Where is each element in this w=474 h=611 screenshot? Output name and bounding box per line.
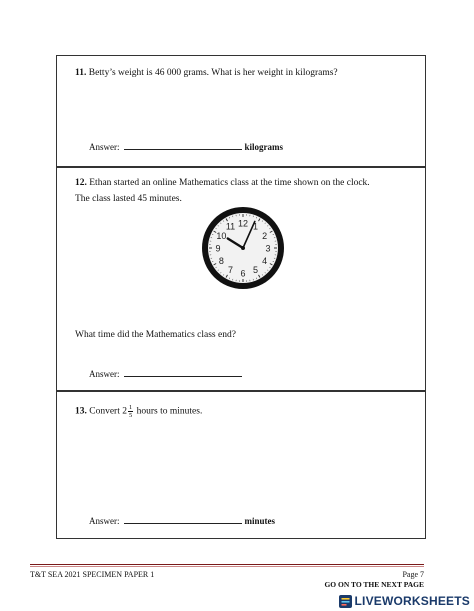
answer-unit: minutes bbox=[244, 516, 276, 526]
question-11-box bbox=[56, 55, 426, 167]
clock-number: 8 bbox=[218, 255, 224, 266]
question-text-line2: The class lasted 45 minutes. bbox=[75, 194, 182, 204]
answer-blank[interactable] bbox=[124, 367, 242, 377]
fraction-numerator: 1 bbox=[128, 404, 133, 411]
question-12-text bbox=[75, 176, 370, 190]
footer-next-page: GO ON TO THE NEXT PAGE bbox=[324, 580, 424, 589]
watermark-text: LIVEWORKSHEETS bbox=[354, 594, 470, 608]
footer-page-number: Page 7 bbox=[402, 570, 424, 579]
clock-number: 2 bbox=[262, 230, 268, 241]
mixed-number-whole: 2 bbox=[122, 406, 127, 417]
answer-line-12 bbox=[89, 367, 242, 379]
question-12-text-line2 bbox=[75, 192, 182, 206]
answer-blank[interactable] bbox=[124, 514, 242, 524]
question-text: Betty’s weight is 46 000 grams. What is her weight in kilograms? bbox=[88, 68, 338, 78]
question-11-text bbox=[75, 66, 338, 80]
wall-clock bbox=[201, 206, 285, 290]
footer-rule bbox=[30, 564, 424, 565]
question-number: 11. bbox=[75, 68, 87, 78]
question-number: 12. bbox=[75, 178, 87, 188]
clock-number: 1 bbox=[252, 221, 259, 232]
clock-number: 4 bbox=[262, 255, 268, 266]
footer-rule-secondary bbox=[30, 566, 424, 567]
liveworksheets-watermark bbox=[339, 594, 470, 608]
answer-label: Answer: bbox=[89, 516, 120, 526]
answer-unit: kilograms bbox=[244, 142, 284, 152]
question-13-text bbox=[75, 404, 202, 419]
question-text-after: hours to minutes. bbox=[136, 406, 203, 417]
answer-blank[interactable] bbox=[124, 140, 242, 150]
answer-line-13 bbox=[89, 514, 275, 526]
answer-label: Answer: bbox=[89, 142, 120, 152]
clock-number: 11 bbox=[225, 221, 236, 232]
question-13-box bbox=[56, 391, 426, 539]
clock-number: 9 bbox=[215, 243, 221, 254]
clock-number: 10 bbox=[216, 230, 227, 241]
question-text-before: Convert bbox=[89, 406, 120, 417]
clock-number: 12 bbox=[237, 218, 249, 229]
liveworksheets-logo-icon bbox=[339, 595, 352, 608]
answer-label: Answer: bbox=[89, 369, 120, 379]
question-prompt: What time did the Mathematics class end? bbox=[75, 330, 236, 340]
fraction bbox=[128, 404, 133, 419]
question-text-line1: Ethan started an online Mathematics class at the time shown on the clock. bbox=[89, 178, 370, 188]
footer-paper-title: T&T SEA 2021 SPECIMEN PAPER 1 bbox=[30, 570, 155, 579]
clock-number: 3 bbox=[265, 243, 271, 254]
clock-number: 5 bbox=[252, 264, 259, 275]
clock-number: 7 bbox=[227, 264, 234, 275]
clock-number: 6 bbox=[240, 268, 246, 279]
answer-line-11 bbox=[89, 140, 283, 152]
question-12-box bbox=[56, 167, 426, 391]
question-12-prompt bbox=[75, 328, 236, 342]
question-number: 13. bbox=[75, 406, 87, 417]
fraction-denominator: 5 bbox=[128, 412, 133, 419]
clock-center bbox=[241, 246, 245, 250]
